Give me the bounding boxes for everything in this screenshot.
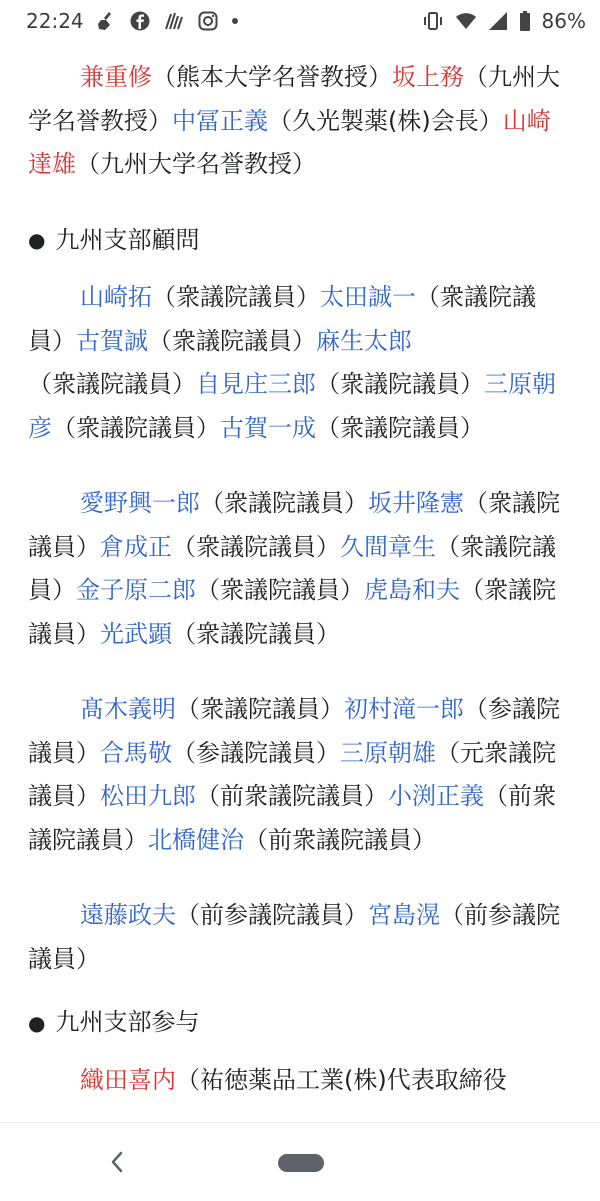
person-title: （衆議院議員）: [176, 695, 344, 723]
person-title: （参議院議員）: [28, 695, 560, 767]
person-title: （衆議院議員）: [28, 489, 560, 561]
person-redlink[interactable]: 織田喜内: [80, 1065, 176, 1094]
person-link[interactable]: 金子原二郎: [76, 576, 196, 604]
person-link[interactable]: 三原朝彦: [28, 370, 556, 442]
home-pill-icon[interactable]: [278, 1154, 324, 1172]
person-title: （久光製薬(株)会長）: [268, 106, 503, 135]
broom-icon: [97, 11, 117, 31]
person-link[interactable]: 遠藤政夫: [80, 901, 176, 929]
person-title: （衆議院議員）: [52, 413, 220, 442]
person-link[interactable]: 倉成正: [100, 532, 172, 561]
vibrate-icon: [422, 11, 444, 31]
bullet-label: 九州支部顧問: [55, 225, 200, 254]
person-title: （前衆議院議員）: [244, 825, 436, 854]
person-title: （祐徳薬品工業(株)代表取締役: [176, 1065, 507, 1094]
facebook-icon: [130, 11, 150, 31]
bullet-kyushu-branch-counselors: [28, 1001, 568, 1045]
paragraph-advisors-2: [28, 482, 568, 656]
person-link[interactable]: 宮島滉: [368, 901, 440, 929]
person-link[interactable]: 愛野興一郎: [80, 489, 200, 517]
battery-icon: [519, 11, 531, 31]
person-title: （衆議院議員）: [28, 370, 196, 398]
bullet-label: 九州支部参与: [55, 1008, 200, 1036]
status-time: 22:24: [26, 9, 84, 33]
person-title: （前参議院議員）: [176, 901, 368, 929]
person-link[interactable]: 自見庄三郎: [196, 370, 316, 398]
person-link[interactable]: 太田誠一: [320, 283, 416, 311]
wifi-icon: [455, 11, 477, 31]
person-redlink[interactable]: 山崎達雄: [28, 106, 551, 178]
battery-percent: 86%: [541, 9, 586, 33]
person-title: （衆議院議員）: [152, 283, 320, 311]
person-link[interactable]: 坂井隆憲: [368, 489, 464, 517]
person-redlink[interactable]: 坂上務: [392, 63, 464, 91]
person-title: （衆議院議員）: [28, 576, 556, 648]
paragraph-advisors-4: [28, 894, 568, 981]
paragraph-advisors-1: [28, 276, 568, 450]
paragraph-kyushu-advisors-academics: [28, 56, 568, 187]
person-title: （衆議院議員）: [196, 576, 364, 604]
app-icon: [163, 11, 185, 31]
person-link[interactable]: 小渕正義: [388, 782, 484, 810]
back-chevron-icon[interactable]: [104, 1149, 130, 1175]
person-title: （元衆議院議員）: [28, 738, 556, 810]
dot-icon: [231, 17, 239, 25]
paragraph-advisors-3: [28, 688, 568, 862]
person-title: （衆議院議員）: [148, 326, 316, 355]
person-link[interactable]: 北橋健治: [148, 825, 244, 854]
person-title: （衆議院議員）: [172, 532, 340, 561]
navigation-bar: [0, 1122, 600, 1201]
person-title: （前参議院議員）: [28, 901, 560, 973]
person-link[interactable]: 古賀誠: [76, 326, 148, 355]
person-title: （九州大学名誉教授）: [76, 150, 316, 178]
person-title: （衆議院議員）: [28, 532, 556, 604]
person-title: （衆議院議員）: [172, 619, 340, 648]
article-content: [28, 56, 568, 1102]
person-link[interactable]: 三原朝雄: [340, 738, 436, 767]
person-title: （九州大学名誉教授）: [28, 63, 560, 135]
person-link[interactable]: 松田九郎: [100, 782, 196, 810]
person-link[interactable]: 中冨正義: [172, 106, 268, 135]
person-link[interactable]: 久間章生: [340, 532, 436, 561]
status-bar: [0, 0, 600, 42]
person-link[interactable]: 光武顕: [100, 619, 172, 648]
person-link[interactable]: 合馬敬: [100, 738, 172, 767]
person-title: （前衆議院議員）: [28, 782, 556, 854]
bullet-dot-icon: ●: [28, 228, 46, 253]
person-link[interactable]: 古賀一成: [220, 413, 316, 442]
person-title: （衆議院議員）: [316, 413, 484, 442]
signal-icon: [488, 11, 508, 31]
person-link[interactable]: 山崎拓: [80, 283, 152, 311]
person-title: （衆議院議員）: [28, 283, 536, 355]
bullet-dot-icon: ●: [28, 1010, 46, 1035]
person-title: （前衆議院議員）: [196, 782, 388, 810]
person-title: （参議院議員）: [172, 738, 340, 767]
person-link[interactable]: 麻生太郎: [316, 326, 412, 355]
bullet-kyushu-branch-advisors: [28, 219, 568, 263]
person-title: （熊本大学名誉教授）: [152, 63, 392, 91]
person-redlink[interactable]: 兼重修: [80, 63, 152, 91]
person-title: （衆議院議員）: [316, 370, 484, 398]
person-title: （衆議院議員）: [200, 489, 368, 517]
person-link[interactable]: 髙木義明: [80, 695, 176, 723]
paragraph-counselors-1: [28, 1059, 568, 1103]
person-link[interactable]: 初村滝一郎: [344, 695, 464, 723]
person-link[interactable]: 虎島和夫: [364, 576, 460, 604]
instagram-icon: [198, 11, 218, 31]
